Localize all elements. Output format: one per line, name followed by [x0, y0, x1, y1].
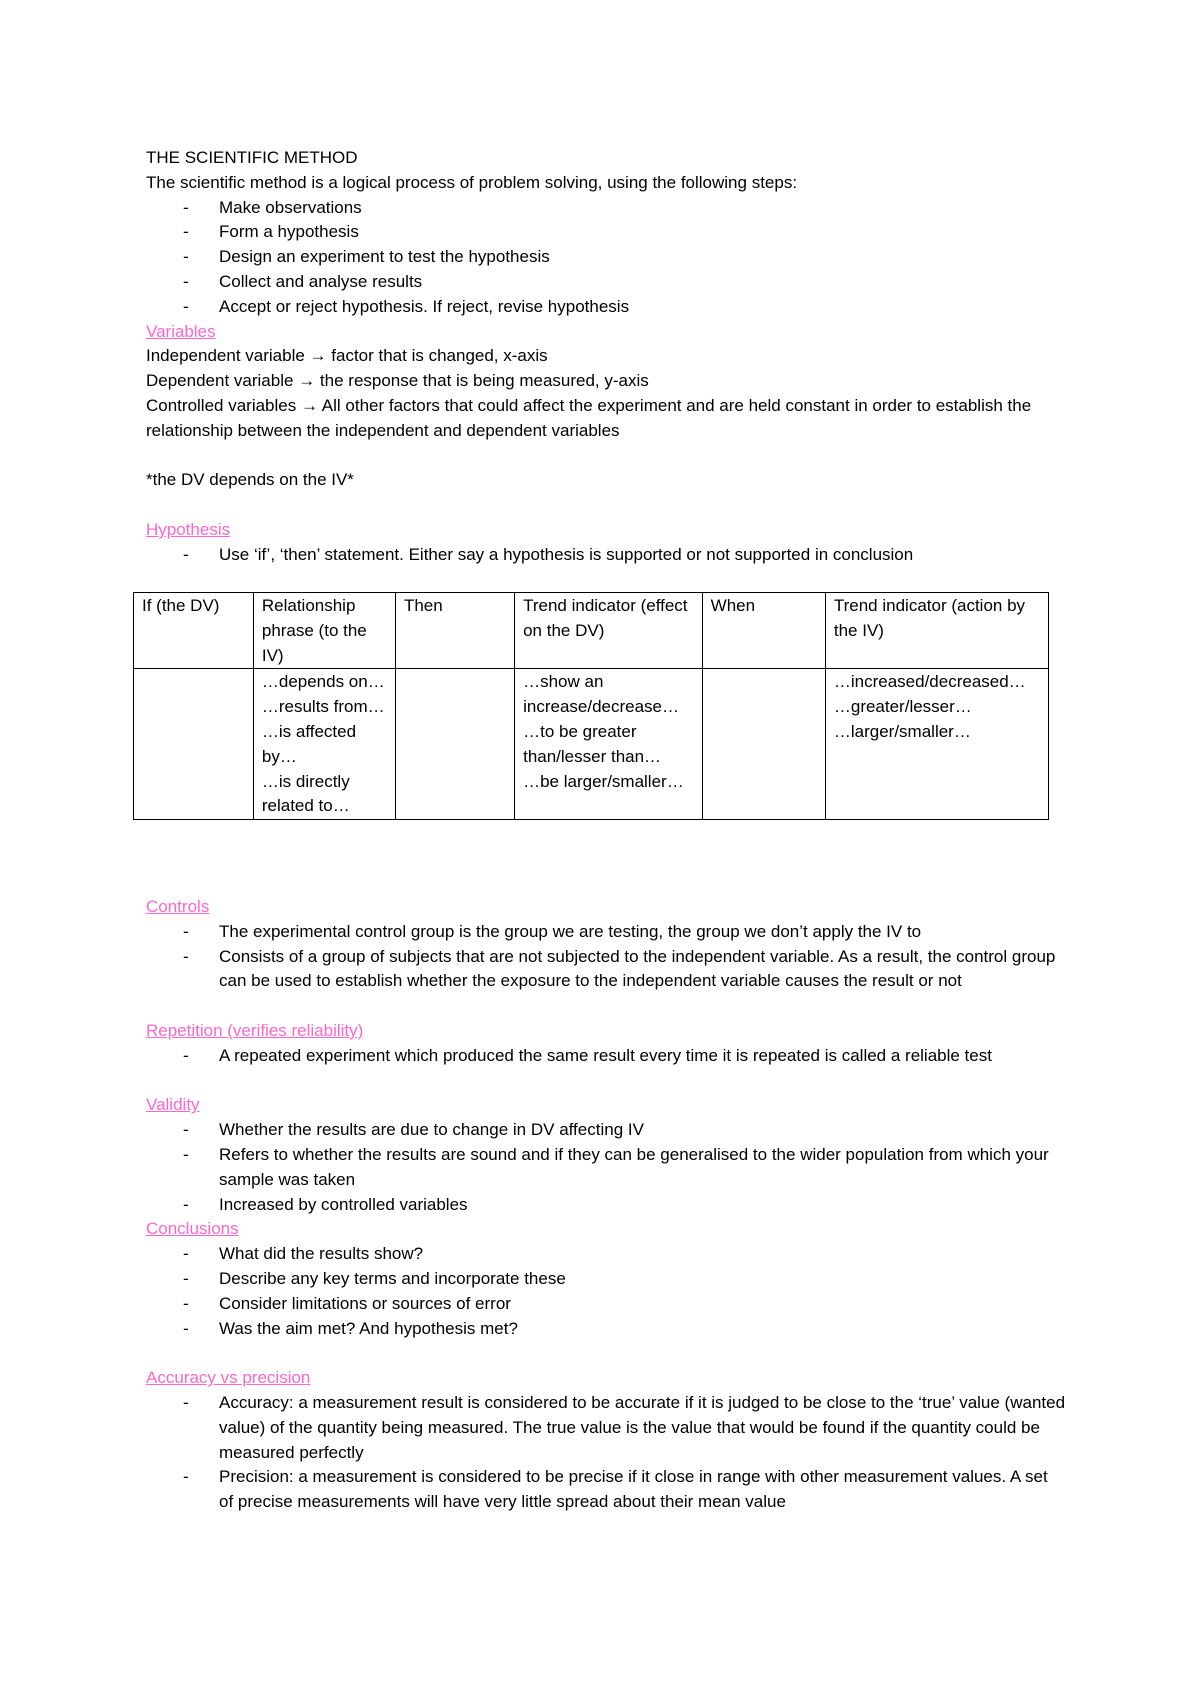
list-item: - The experimental control group is the group we are testing, the group we don’t apply the IV to	[183, 921, 922, 941]
list-item: - Was the aim met? And hypothesis met?	[183, 1318, 518, 1338]
list-item: - Collect and analyse results	[183, 271, 423, 291]
repetition-list	[146, 1044, 1066, 1069]
dv-note: *the DV depends on the IV*	[146, 470, 354, 490]
variables-heading: Variables	[146, 321, 216, 341]
list-item: - Form a hypothesis	[183, 222, 359, 242]
table-cell-empty	[134, 669, 254, 820]
accuracy-list	[146, 1391, 1066, 1515]
list-item: - Design an experiment to test the hypothesis	[183, 247, 550, 267]
hypothesis-table	[133, 592, 1049, 820]
list-item: - Describe any key terms and incorporate these	[183, 1268, 566, 1288]
controls-heading: Controls	[146, 897, 210, 916]
table-header-cell: When	[702, 593, 825, 669]
list-item: - Accuracy: a measurement result is considered to be accurate if it is judged to be close to the ‘true’ value (wanted value) of the quantity being measured. The true value is the value that would be found if the quantity could be measured perfectly	[183, 1392, 1066, 1462]
list-item: - Refers to whether the results are sound and if they can be generalised to the wider population from which your sample was taken	[183, 1144, 1049, 1189]
list-item: - Consists of a group of subjects that are not subjected to the independent variable. As a result, the control group can be used to establish whether the exposure to the independent variable causes the result or not	[183, 946, 1056, 991]
steps-list	[146, 196, 1058, 320]
list-item: - Make observations	[183, 197, 362, 217]
conclusions-list	[146, 1242, 1066, 1341]
table-header-cell: If (the DV)	[134, 593, 254, 669]
intro-text: The scientific method is a logical process of problem solving, using the following steps:	[146, 172, 798, 192]
conclusions-heading: Conclusions	[146, 1219, 239, 1239]
table-cell-empty	[395, 669, 514, 820]
arrow-icon: →	[300, 395, 318, 415]
table-cell-iv-trend: …increased/decreased… …greater/lesser… …larger/smaller…	[825, 669, 1048, 820]
table-header-row	[134, 593, 1049, 669]
arrow-icon: →	[309, 346, 327, 366]
independent-variable-line: Independent variable → factor that is changed, x-axis	[146, 346, 548, 366]
lower-sections	[146, 895, 1066, 1515]
table-header-cell: Relationship phrase (to the IV)	[253, 593, 395, 669]
controlled-variables-line: Controlled variables → All other factors that could affect the experiment and are held constant in order to establish the relationship between the independent and dependent variables	[146, 395, 1032, 440]
arrow-icon: →	[298, 371, 316, 391]
dependent-variable-line: Dependent variable → the response that is being measured, y-axis	[146, 371, 649, 391]
list-item: - Consider limitations or sources of error	[183, 1293, 511, 1313]
list-item: - Precision: a measurement is considered to be precise if it close in range with other measurement values. A set of precise measurements will have very little spread about their mean value	[183, 1467, 1048, 1512]
list-item: - Use ‘if’, ‘then’ statement. Either say a hypothesis is supported or not supported in conclusion	[183, 544, 914, 564]
list-item: - A repeated experiment which produced the same result every time it is repeated is called a reliable test	[183, 1045, 992, 1065]
validity-heading: Validity	[146, 1095, 200, 1115]
list-item: - What did the results show?	[183, 1244, 424, 1264]
list-item: - Whether the results are due to change in DV affecting IV	[183, 1120, 644, 1140]
repetition-heading: Repetition (verifies reliability)	[146, 1020, 364, 1040]
table-row	[134, 669, 1049, 820]
table-header-cell: Then	[395, 593, 514, 669]
hypothesis-heading: Hypothesis	[146, 519, 231, 539]
controls-list	[146, 920, 1066, 994]
validity-list	[146, 1118, 1066, 1217]
list-item: - Accept or reject hypothesis. If reject, revise hypothesis	[183, 296, 630, 316]
list-item: - Increased by controlled variables	[183, 1194, 468, 1214]
table-header-cell: Trend indicator (action by the IV)	[825, 593, 1048, 669]
accuracy-heading: Accuracy vs precision	[146, 1368, 311, 1388]
document-page	[146, 146, 1058, 568]
table-cell-dv-trend: …show an increase/decrease… …to be greater than/lesser than… …be larger/smaller…	[515, 669, 703, 820]
table-cell-empty	[702, 669, 825, 820]
hypothesis-list	[146, 543, 1058, 568]
table-cell-relationship: …depends on… …results from… …is affected by… …is directly related to…	[253, 669, 395, 820]
table-header-cell: Trend indicator (effect on the DV)	[515, 593, 703, 669]
page-title: THE SCIENTIFIC METHOD	[146, 148, 358, 167]
